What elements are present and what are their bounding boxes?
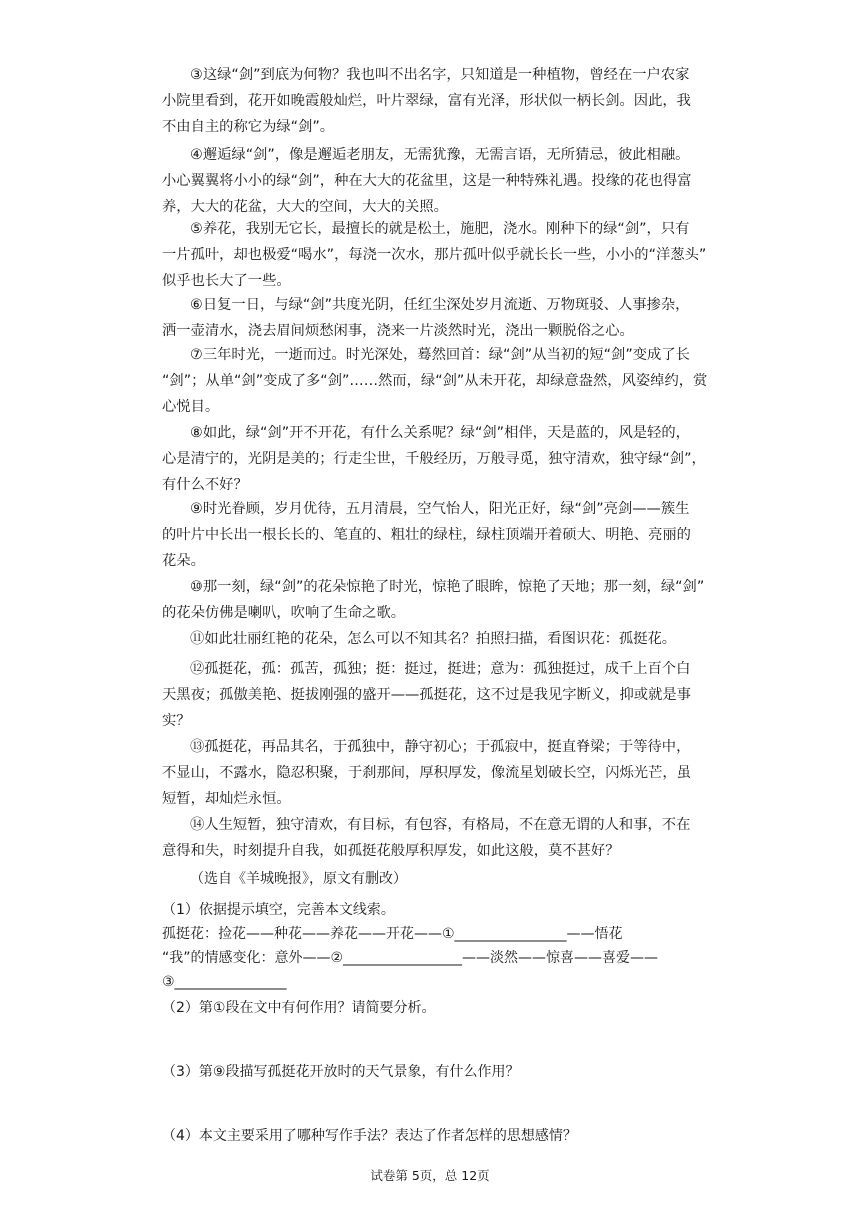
text-line: 的叶片中长出一根长长的、笔直的、粗壮的绿柱，绿柱顶端开着硕大、明艳、亮丽的 bbox=[162, 527, 691, 543]
paragraph-4 bbox=[162, 142, 728, 220]
text-line: ⑨时光眷顾，岁月优待，五月清晨，空气怡人，阳光正好，绿“剑”亮剑——簇生 bbox=[190, 501, 690, 517]
text-line: ⑭人生短暂，独守清欢，有目标，有包容，有格局，不在意无谓的人和事，不在 bbox=[190, 817, 691, 833]
text-line: ⑦三年时光，一逝而过。时光深处，蓦然回首：绿“剑”从当初的短“剑”变成了长 bbox=[190, 347, 690, 363]
question-4: （4）本文主要采用了哪种写作手法？表达了作者怎样的思想感情？ bbox=[162, 1128, 577, 1144]
question-1-line-1: 孤挺花：捡花——种花——养花——开花——①________________——悟花 bbox=[162, 926, 623, 942]
text-line: ③这绿“剑”到底为何物？我也叫不出名字，只知道是一种植物，曾经在一户农家 bbox=[190, 67, 690, 83]
paragraph-12 bbox=[162, 656, 728, 734]
paragraph-5 bbox=[162, 216, 728, 294]
paragraph-3 bbox=[162, 62, 728, 140]
paragraph-8 bbox=[162, 420, 728, 498]
text-line: ⑥日复一日，与绿“剑”共度光阴，任红尘深处岁月流逝、万物斑驳、人事掺杂， bbox=[190, 297, 690, 313]
text-line: “剑”；从单“剑”变成了多“剑”……然而，绿“剑”从未开花，却绿意盎然，风姿绰约，赏 bbox=[162, 373, 708, 389]
paragraph-11 bbox=[162, 626, 728, 652]
source-citation: （选自《羊城晚报》，原文有删改） bbox=[190, 871, 407, 887]
text-line: 实？ bbox=[162, 713, 191, 729]
page-footer: 试卷第 5页，总 12页 bbox=[370, 1168, 490, 1183]
paragraph-9 bbox=[162, 496, 728, 574]
text-line: 不显山，不露水，隐忍积聚，于刹那间，厚积厚发，像流星划破长空，闪烁光芒，虽 bbox=[162, 765, 691, 781]
question-1-line-2: “我”的情感变化：意外——②_________________——淡然——惊喜——喜爱—— bbox=[162, 950, 659, 966]
text-line: 似乎也长大了一些。 bbox=[162, 273, 291, 289]
text-line: 不由自主的称它为绿“剑”。 bbox=[162, 119, 335, 135]
text-line: 意得和失，时刻提升自我，如孤挺花般厚积厚发，如此这般，莫不甚好？ bbox=[162, 843, 620, 859]
text-line: 一片孤叶，却也极爱“喝水”，每浇一次水，那片孤叶似乎就长长一些，小小的“洋葱头” bbox=[162, 247, 707, 263]
paragraph-6 bbox=[162, 292, 728, 344]
text-line: 小心翼翼将小小的绿“剑”，种在大大的花盆里，这是一种特殊礼遇。投缘的花也得富 bbox=[162, 173, 692, 189]
text-line: 短暂，却灿烂永恒。 bbox=[162, 791, 291, 807]
paragraph-14 bbox=[162, 812, 728, 864]
text-line: ⑤养花，我别无它长，最擅长的就是松土，施肥，浇水。刚种下的绿“剑”，只有 bbox=[190, 221, 690, 237]
text-line: ⑧如此，绿“剑”开不开花，有什么关系呢？绿“剑”相伴，天是蓝的，风是轻的， bbox=[190, 425, 690, 441]
question-2: （2）第①段在文中有何作用？请简要分析。 bbox=[162, 1000, 436, 1016]
text-line: ⑫孤挺花，孤：孤苦，孤独；挺：挺过，挺进；意为：孤独挺过，成千上百个白 bbox=[190, 661, 691, 677]
text-line: 花朵。 bbox=[162, 553, 205, 569]
text-line: ⑬孤挺花，再品其名，于孤独中，静守初心；于孤寂中，挺直脊梁；于等待中， bbox=[190, 739, 691, 755]
question-1-line-3: ③________________ bbox=[162, 974, 287, 990]
text-line: 小院里看到，花开如晚霞般灿烂，叶片翠绿，富有光泽，形状似一柄长剑。因此，我 bbox=[162, 93, 691, 109]
text-line: 的花朵仿佛是喇叭，吹响了生命之歌。 bbox=[162, 605, 406, 621]
paragraph-13 bbox=[162, 734, 728, 812]
question-1-prompt: （1）依据提示填空，完善本文线索。 bbox=[162, 902, 395, 918]
text-line: 洒一壶清水，浇去眉间烦愁闲事，浇来一片淡然时光，浇出一颗脱俗之心。 bbox=[162, 323, 634, 339]
text-line: 有什么不好？ bbox=[162, 477, 248, 493]
paragraph-10 bbox=[162, 574, 728, 626]
text-line: 天黑夜；孤傲美艳、挺拔刚强的盛开——孤挺花，这不过是我见字断义，抑或就是事 bbox=[162, 687, 691, 703]
text-line: 心是清宁的，光阴是美的；行走尘世，千般经历，万般寻觅，独守清欢，独守绿“剑”， bbox=[162, 451, 706, 467]
question-1 bbox=[162, 898, 742, 994]
question-3: （3）第⑨段描写孤挺花开放时的天气景象，有什么作用？ bbox=[162, 1064, 520, 1080]
text-line: ⑪如此壮丽红艳的花朵，怎么可以不知其名？拍照扫描，看图识花：孤挺花。 bbox=[190, 631, 677, 647]
text-line: 心悦目。 bbox=[162, 399, 220, 415]
text-line: 养，大大的花盆，大大的空间，大大的关照。 bbox=[162, 199, 448, 215]
text-line: ⑩那一刻，绿“剑”的花朵惊艳了时光，惊艳了眼眸，惊艳了天地；那一刻，绿“剑” bbox=[190, 579, 705, 595]
paragraph-7 bbox=[162, 342, 728, 420]
text-line: ④邂逅绿“剑”，像是邂逅老朋友，无需犹豫，无需言语，无所猜忌，彼此相融。 bbox=[190, 147, 690, 163]
